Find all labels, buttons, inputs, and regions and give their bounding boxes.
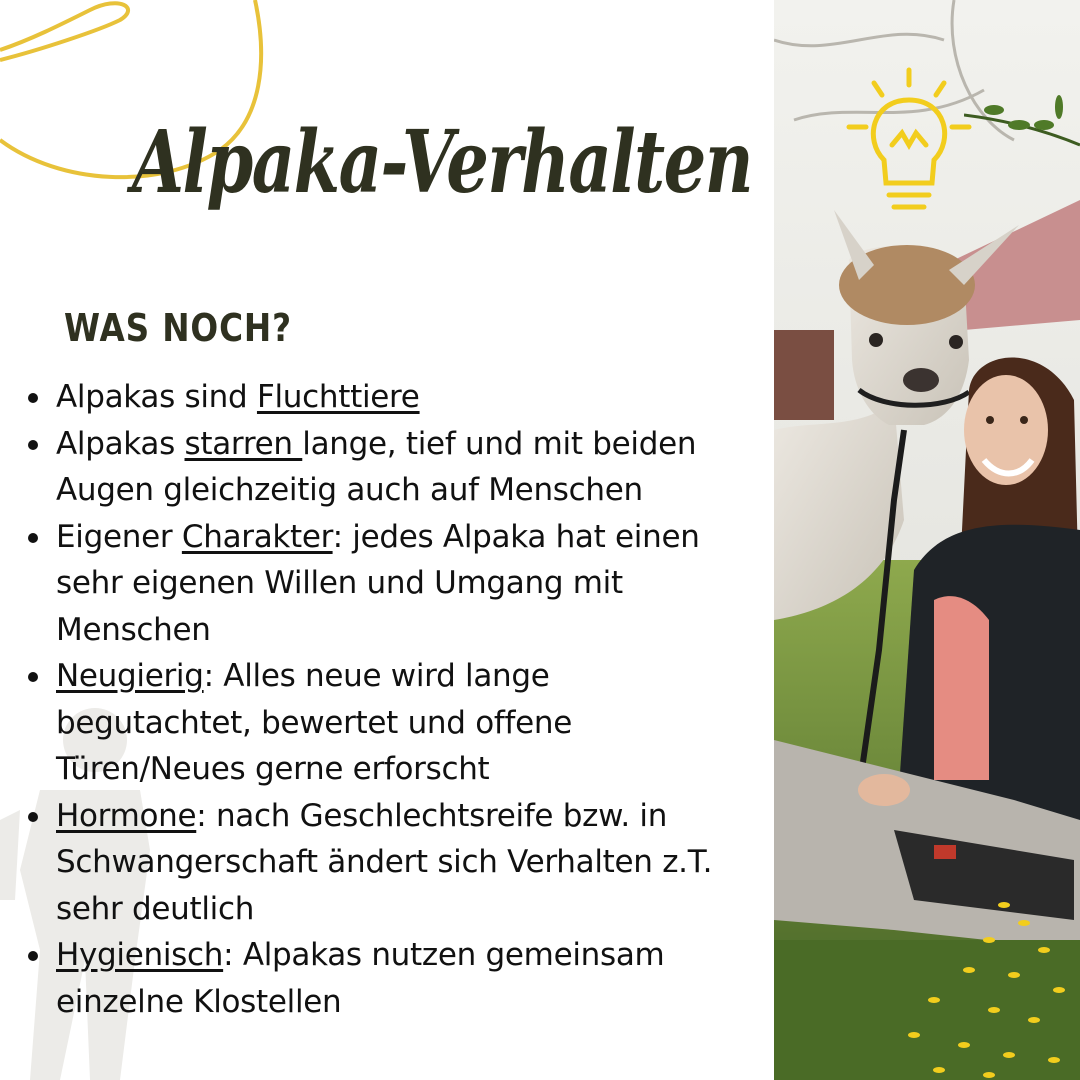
leaf-branch-icon	[964, 95, 1080, 165]
yellow-petals-decoration	[894, 895, 1080, 1080]
key-term: starren	[184, 425, 303, 462]
list-item: Hormone: nach Geschlechtsreife bzw. in Schwangerschaft ändert sich Verhalten z.T. sehr deutlich	[22, 793, 752, 933]
list-item: Hygienisch: Alpakas nutzen gemeinsam einzelne Klostellen	[22, 932, 752, 1025]
lightbulb-icon	[844, 65, 974, 225]
key-term: Fluchttiere	[256, 379, 420, 415]
page-title: Alpaka-Verhalten	[132, 112, 752, 213]
behavior-list	[22, 374, 752, 1025]
key-term: Neugierig	[56, 658, 204, 694]
list-item: Neugierig: Alles neue wird lange begutachtet, bewertet und offene Türen/Neues gerne erforscht	[22, 653, 752, 793]
list-item: Alpakas starren lange, tief und mit beiden Augen gleichzeitig auch auf Menschen	[22, 421, 752, 514]
list-item: Alpakas sind Fluchttiere	[22, 374, 752, 421]
key-term: Hygienisch	[56, 937, 224, 973]
key-term: Charakter	[181, 518, 333, 555]
page-subtitle: WAS NOCH?	[64, 306, 292, 350]
key-term: Hormone	[56, 797, 197, 834]
list-item: Eigener Charakter: jedes Alpaka hat einen sehr eigenen Willen und Umgang mit Menschen	[22, 514, 752, 654]
alpaka-photo	[774, 0, 1080, 1080]
